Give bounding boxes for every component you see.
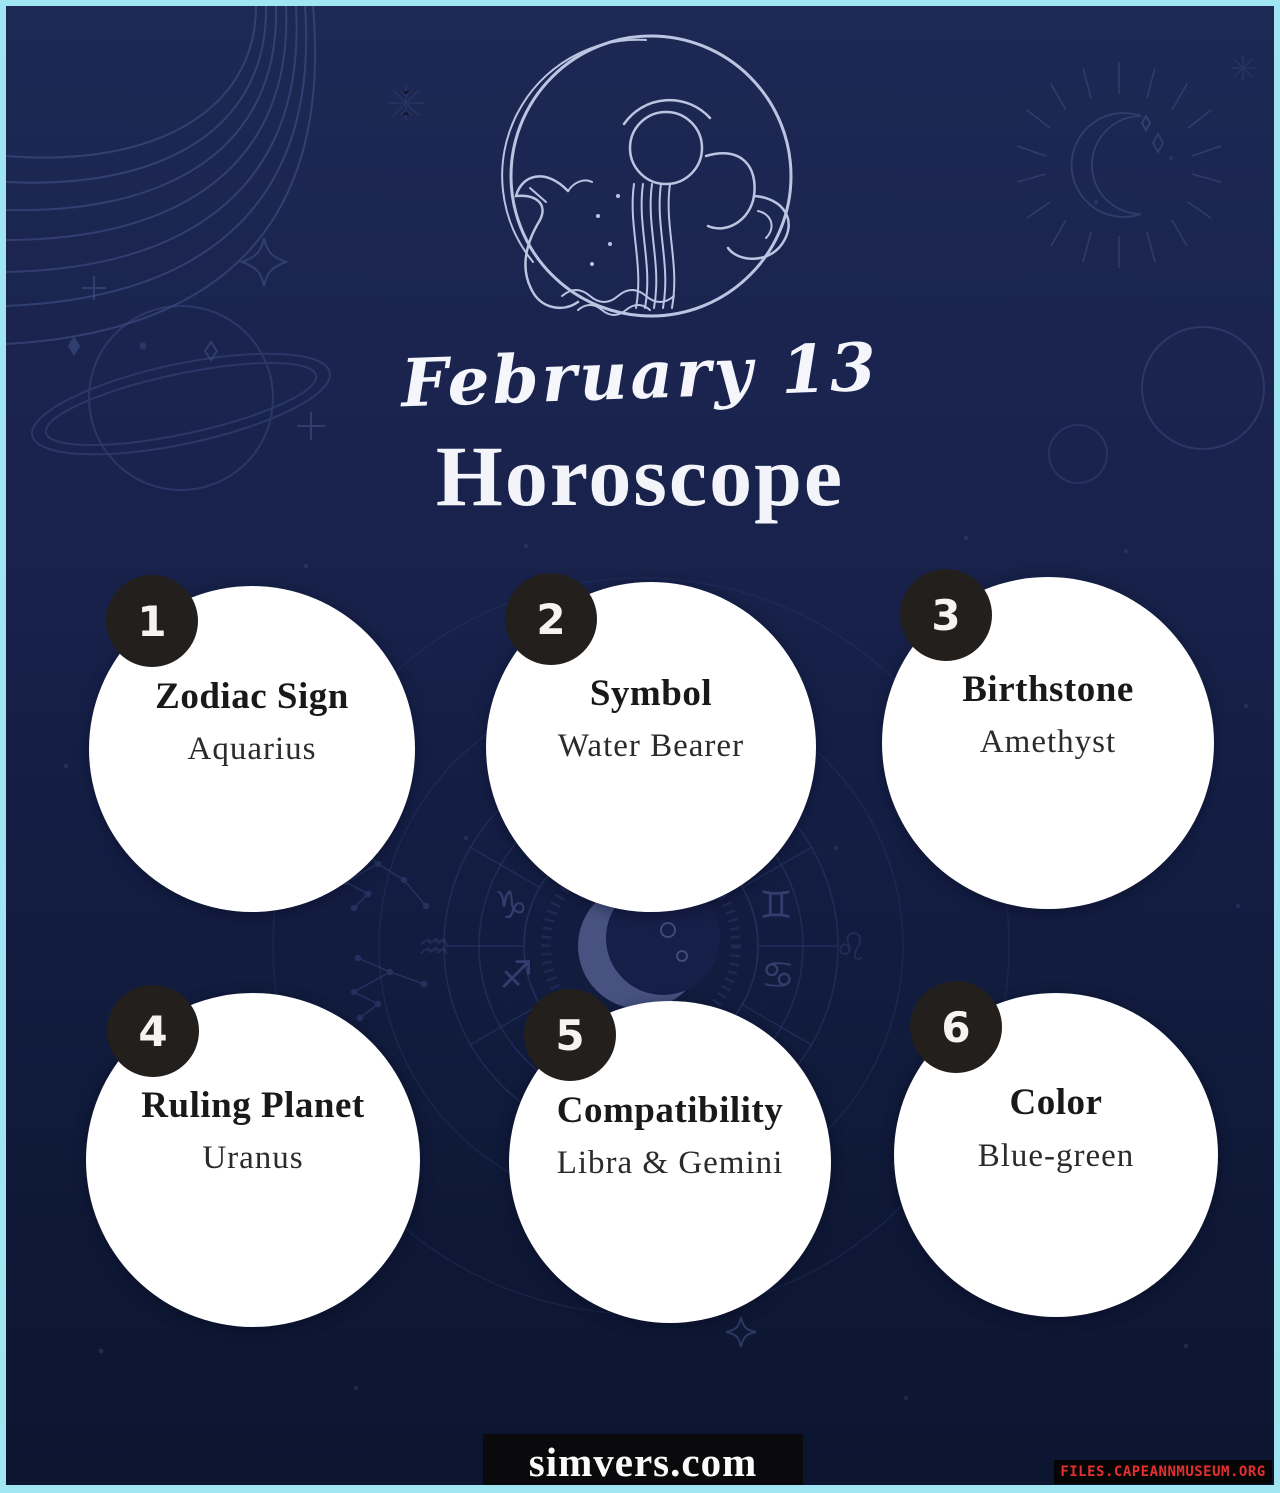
card-value: Libra & Gemini — [556, 1145, 784, 1182]
card-label: Color — [1009, 1082, 1103, 1124]
capricorn-glyph-icon: ♑ — [493, 883, 529, 927]
badge-number: 2 — [536, 594, 566, 644]
number-badge-3 — [900, 569, 992, 661]
card-value: Aquarius — [187, 731, 317, 768]
number-badge-4 — [107, 985, 199, 1077]
number-badge-1 — [106, 575, 198, 667]
number-badge-2 — [505, 573, 597, 665]
leo-glyph-icon: ♌ — [833, 925, 869, 969]
attribution-text: FILES.CAPEANNMUSEUM.ORG — [1054, 1460, 1272, 1484]
aquarius-water-bearer-emblem-icon — [502, 36, 791, 316]
watermark-website: simvers.com — [483, 1434, 803, 1490]
aquarius-glyph-icon: ♒ — [416, 925, 452, 969]
dolphin-lines — [516, 176, 592, 307]
sun-rays — [1017, 62, 1221, 268]
sagittarius-glyph-icon: ♐ — [498, 953, 534, 997]
page-title: Horoscope — [435, 428, 845, 524]
card-value: Water Bearer — [557, 728, 745, 765]
cancer-glyph-icon: ♋ — [760, 953, 796, 997]
gemini-glyph-icon: ♊ — [758, 883, 794, 927]
card-value: Uranus — [202, 1140, 304, 1177]
sun-crescent-moon-icon — [1017, 62, 1221, 268]
number-badge-5 — [524, 989, 616, 1081]
waterfall-lines — [633, 184, 675, 308]
badge-number: 5 — [555, 1010, 585, 1060]
water-waves — [562, 290, 674, 315]
card-label: Symbol — [589, 673, 713, 715]
badge-number: 1 — [137, 596, 167, 646]
number-badge-6 — [910, 981, 1002, 1073]
snowflake-icon — [388, 56, 1255, 121]
badge-number: 6 — [941, 1002, 971, 1052]
card-label: Zodiac Sign — [155, 676, 349, 718]
card-value: Blue-green — [977, 1137, 1135, 1174]
emblem-star-dots — [590, 194, 620, 266]
wave-lines-icon — [6, 6, 315, 344]
date-title: February 13 — [399, 327, 881, 423]
card-label: Ruling Planet — [141, 1085, 365, 1127]
badge-number: 3 — [931, 590, 961, 640]
card-value: Amethyst — [979, 723, 1117, 760]
badge-number: 4 — [138, 1006, 168, 1056]
card-label: Birthstone — [962, 668, 1134, 710]
card-label: Compatibility — [556, 1089, 784, 1131]
